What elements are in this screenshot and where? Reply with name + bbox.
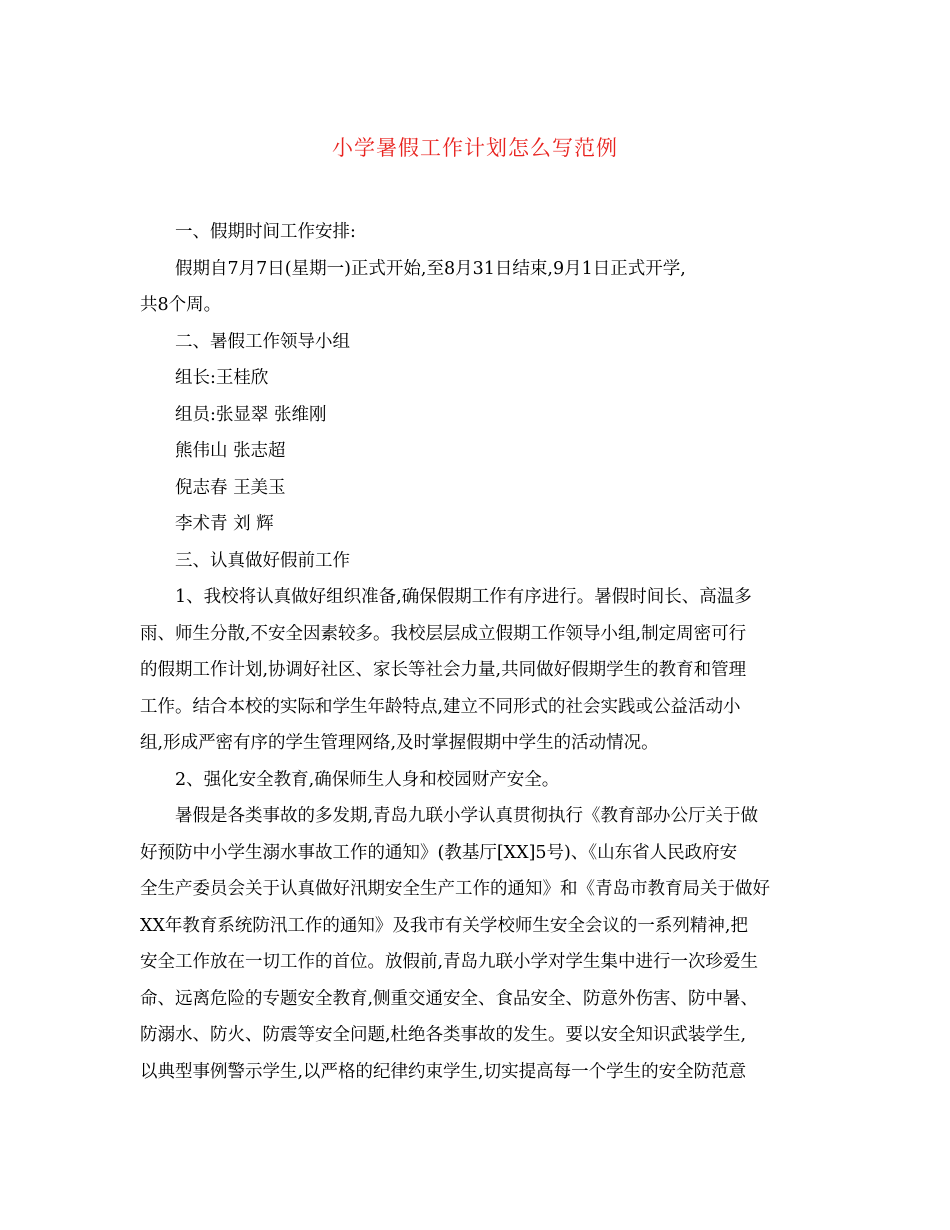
paragraph-line: 1、我校将认真做好组织准备,确保假期工作有序进行。暑假时间长、高温多 [175, 587, 752, 607]
paragraph-line: 的假期工作计划,协调好社区、家长等社会力量,共同做好假期学生的教育和管理 [140, 660, 747, 680]
paragraph-line: 全生产委员会关于认真做好汛期安全生产工作的通知》和《青岛市教育局关于做好 [140, 879, 770, 899]
paragraph [140, 433, 810, 470]
paragraph [140, 762, 810, 799]
paragraph-line: 李术青 刘 辉 [175, 514, 274, 534]
paragraph-line: 组长:王桂欣 [175, 368, 269, 388]
paragraph-line: 假期自7月7日(星期一)正式开始,至8月31日结束,9月1日正式开学, [175, 258, 686, 279]
paragraph-line: 雨、师生分散,不安全因素较多。我校层层成立假期工作领导小组,制定周密可行 [140, 623, 747, 644]
paragraph-line: 以典型事例警示学生,以严格的纪律约束学生,切实提高每一个学生的安全防范意 [140, 1061, 747, 1082]
paragraph [140, 214, 810, 251]
paragraph [140, 397, 810, 434]
paragraph [140, 506, 810, 543]
paragraph-line: 安全工作放在一切工作的首位。放假前,青岛九联小学对学生集中进行一次珍爱生 [140, 952, 759, 972]
paragraph-line: XX年教育系统防汛工作的通知》及我市有关学校师生安全会议的一系列精神,把 [140, 915, 748, 936]
paragraph [140, 360, 810, 397]
paragraph [140, 579, 810, 762]
paragraph-line: 防溺水、防火、防震等安全问题,杜绝各类事故的发生。要以安全知识武装学生, [140, 1025, 747, 1045]
paragraph-line: 三、认真做好假前工作 [175, 550, 350, 571]
paragraph [140, 470, 810, 507]
paragraph-line: 组,形成严密有序的学生管理网络,及时掌握假期中学生的活动情况。 [140, 733, 659, 753]
paragraph [140, 324, 810, 361]
paragraph-line: 组员:张显翠 张维刚 [175, 404, 327, 425]
paragraph-line: 工作。结合本校的实际和学生年龄特点,建立不同形式的社会实践或公益活动小 [140, 696, 741, 717]
paragraph-line: 命、远离危险的专题安全教育,侧重交通安全、食品安全、防意外伤害、防中暑、 [140, 988, 759, 1009]
paragraph-line: 2、强化安全教育,确保师生人身和校园财产安全。 [175, 769, 560, 790]
paragraph [140, 251, 810, 324]
paragraph-line: 熊伟山 张志超 [175, 441, 286, 461]
paragraph-line: 好预防中小学生溺水事故工作的通知》(教基厅[XX]5号)、《山东省人民政府安 [140, 842, 738, 863]
paragraph-line: 二、暑假工作领导小组 [175, 331, 350, 352]
paragraph [140, 798, 810, 1090]
paragraph-line: 暑假是各类事故的多发期,青岛九联小学认真贯彻执行《教育部办公厅关于做 [175, 806, 759, 826]
paragraph-line: 倪志春 王美玉 [175, 477, 286, 498]
paragraph [140, 543, 810, 580]
paragraph-line: 一、假期时间工作安排: [175, 222, 356, 242]
document-title: 小学暑假工作计划怎么写范例 [332, 136, 618, 160]
document-body [140, 214, 810, 1090]
paragraph-line: 共8个周。 [140, 295, 222, 315]
